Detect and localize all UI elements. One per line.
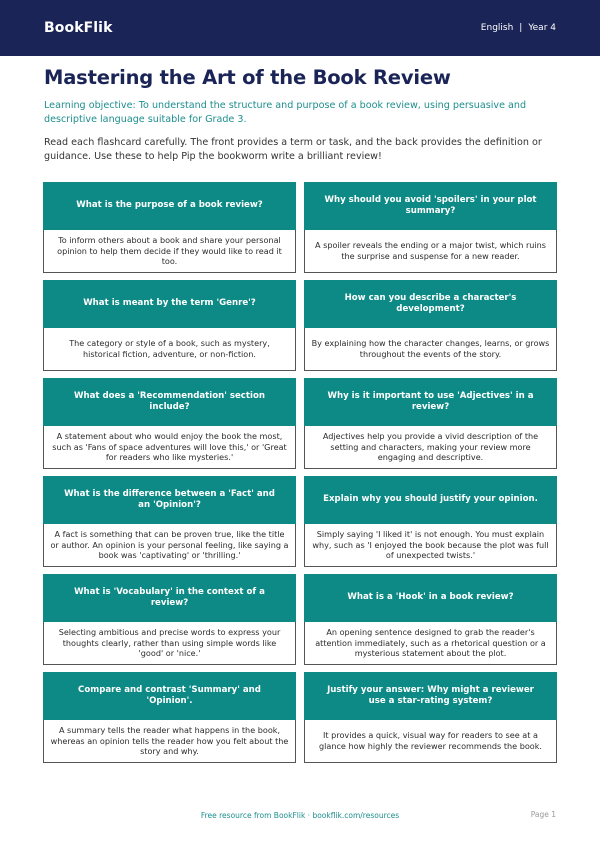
flashcard-front: Why is it important to use 'Adjectives' in a review? xyxy=(304,378,557,426)
flashcard-back xyxy=(304,720,557,763)
flashcard xyxy=(304,182,557,273)
flashcard-back-text: A summary tells the reader what happens in the book, whereas an opinion tells the reader how you felt about the story and why. xyxy=(50,724,289,757)
flashcard-front: What is the purpose of a book review? xyxy=(43,182,296,230)
flashcard-front: What is meant by the term 'Genre'? xyxy=(43,280,296,328)
flashcard-back xyxy=(304,622,557,665)
header-meta xyxy=(481,23,556,33)
flashcard-front: What is a 'Hook' in a book review? xyxy=(304,574,557,622)
flashcard-back xyxy=(43,524,296,567)
flashcard xyxy=(304,574,557,665)
flashcard-back xyxy=(43,426,296,469)
flashcard xyxy=(43,476,296,567)
flashcard-front: What is the difference between a 'Fact' and an 'Opinion'? xyxy=(43,476,296,524)
flashcard-back xyxy=(43,230,296,273)
year-label: Year 4 xyxy=(528,23,556,33)
flashcard-front: Compare and contrast 'Summary' and 'Opinion'. xyxy=(43,672,296,720)
flashcard-back-text: It provides a quick, visual way for readers to see at a glance how highly the reviewer recommends the book. xyxy=(318,730,542,751)
flashcard-back-text: Adjectives help you provide a vivid description of the setting and characters, making your review more engaging and descriptive. xyxy=(322,430,539,463)
page-number: Page 1 xyxy=(530,810,556,819)
footer-link[interactable]: Free resource from BookFlik · bookflik.com/resources xyxy=(200,810,400,820)
flashcard xyxy=(304,378,557,469)
brand-logo[interactable]: BookFlik xyxy=(44,20,113,36)
flashcard-back xyxy=(43,622,296,665)
flashcard-back-text: A spoiler reveals the ending or a major twist, which ruins the surprise and suspense for a new reader. xyxy=(315,240,546,261)
flashcard xyxy=(304,280,557,371)
subject-label: English xyxy=(480,23,514,33)
flashcard-front: What is 'Vocabulary' in the context of a review? xyxy=(43,574,296,622)
flashcard xyxy=(43,182,296,273)
flashcard xyxy=(43,280,296,371)
flashcard-front: Justify your answer: Why might a reviewer use a star-rating system? xyxy=(304,672,557,720)
flashcard-back xyxy=(304,328,557,371)
flashcard xyxy=(304,672,557,763)
flashcard-grid xyxy=(43,182,557,763)
flashcard-back-text: The category or style of a book, such as mystery, historical fiction, adventure, or non-fiction. xyxy=(69,338,270,359)
separator: | xyxy=(519,23,523,33)
flashcard-back-text: An opening sentence designed to grab the reader's attention immediately, such as a rhetorical question or a mysterious statement about the plot. xyxy=(315,626,546,659)
flashcard-front: How can you describe a character's development? xyxy=(304,280,557,328)
flashcard-back xyxy=(43,328,296,371)
flashcard xyxy=(43,672,296,763)
page-title: Mastering the Art of the Book Review xyxy=(44,66,451,89)
flashcard xyxy=(43,574,296,665)
flashcard-back-text: A statement about who would enjoy the book the most, such as 'Fans of space adventures will love this,' or 'Great for readers who like mysteries.' xyxy=(52,430,287,463)
learning-objective: Learning objective: To understand the structure and purpose of a book review, using persuasive and descriptive language suitable for Grade 3. xyxy=(44,100,527,125)
flashcard-front: Why should you avoid 'spoilers' in your plot summary? xyxy=(304,182,557,230)
flashcard-back xyxy=(304,426,557,469)
header-bar xyxy=(0,0,600,56)
flashcard xyxy=(304,476,557,567)
footer xyxy=(0,808,600,822)
flashcard-front: What does a 'Recommendation' section include? xyxy=(43,378,296,426)
flashcard-back xyxy=(304,524,557,567)
flashcard-back-text: A fact is something that can be proven true, like the title or author. An opinion is your personal feeling, like saying a book was 'captivating' or 'thrilling.' xyxy=(50,528,289,561)
flashcard-back-text: Simply saying 'I liked it' is not enough. You must explain why, such as 'I enjoyed the book because the plot was full of unexpected twists.' xyxy=(312,528,549,561)
flashcard xyxy=(43,378,296,469)
flashcard-back xyxy=(43,720,296,763)
flashcard-back-text: By explaining how the character changes, learns, or grows throughout the events of the story. xyxy=(311,338,550,359)
flashcard-back xyxy=(304,230,557,273)
flashcard-front: Explain why you should justify your opinion. xyxy=(304,476,557,524)
flashcard-back-text: Selecting ambitious and precise words to express your thoughts clearly, rather than using simple words like 'good' or 'nice.' xyxy=(58,626,281,659)
flashcard-back-text: To inform others about a book and share your personal opinion to help them decide if they would like to read it too. xyxy=(57,234,282,267)
intro-text: Read each flashcard carefully. The front provides a term or task, and the back provides the definition or guidance. Use these to help Pip the bookworm write a brilliant review! xyxy=(44,137,542,162)
